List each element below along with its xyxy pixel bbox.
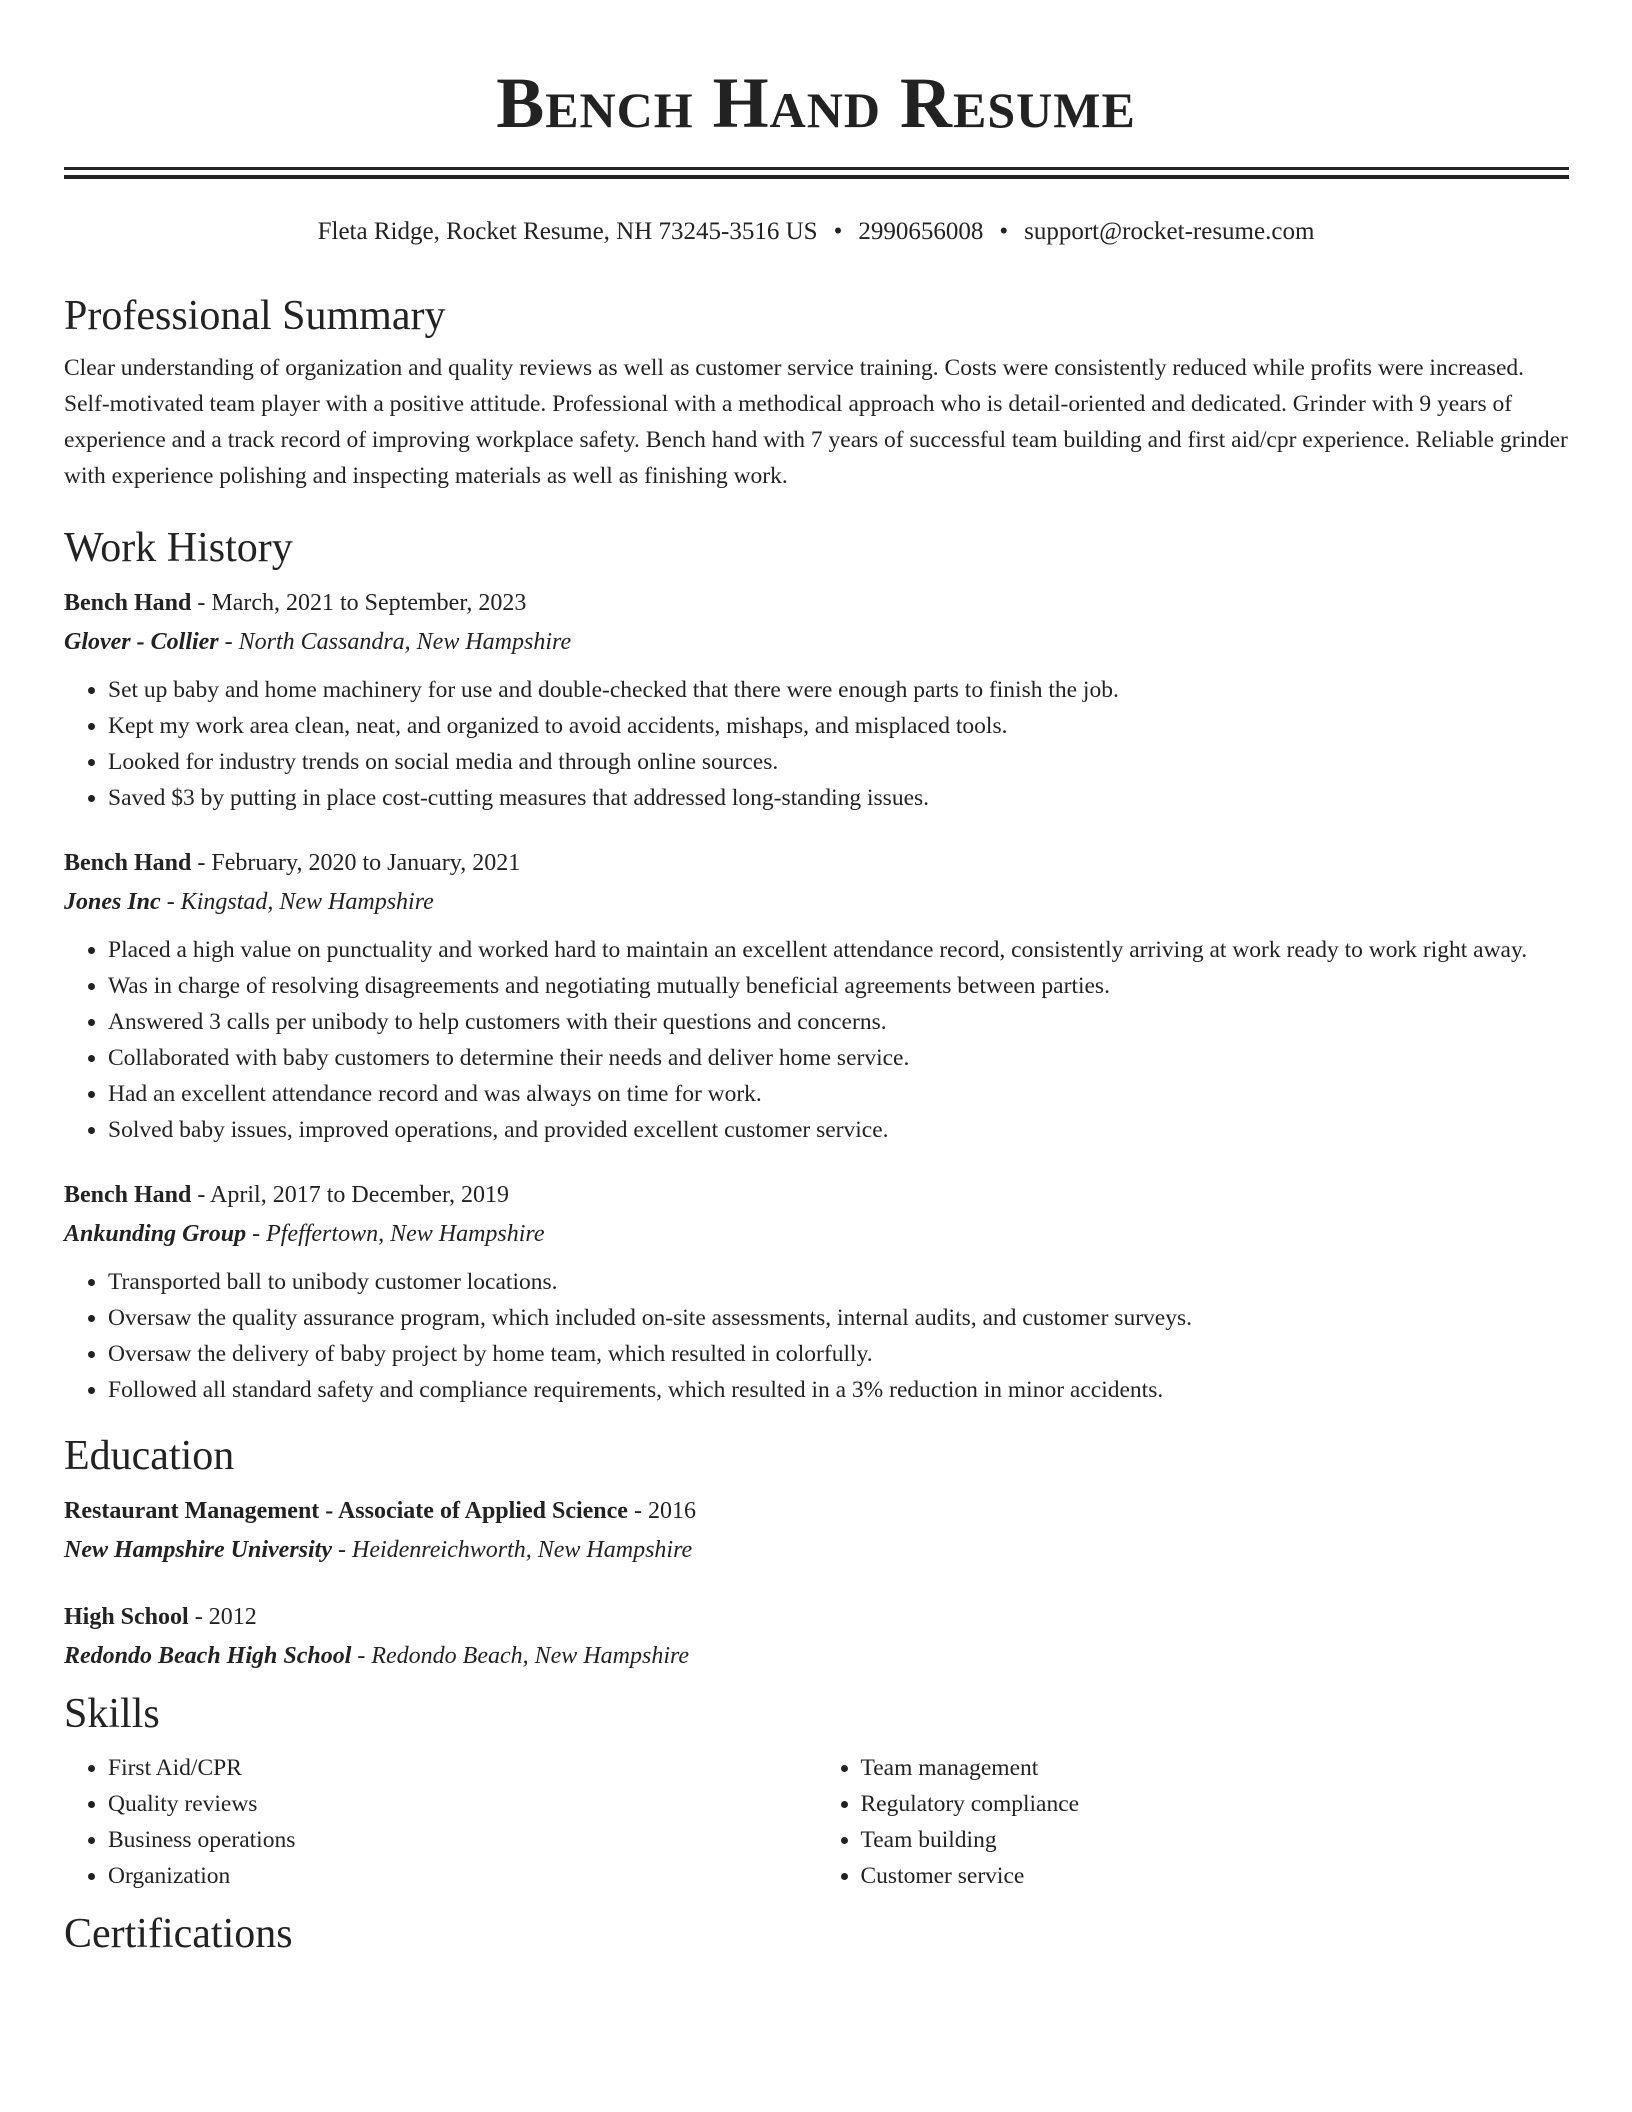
skill-item: • Regulatory compliance bbox=[861, 1786, 1570, 1822]
job-company-line bbox=[64, 1214, 1569, 1254]
education-location: - Redondo Beach, New Hampshire bbox=[351, 1643, 690, 1669]
job-dates: - April, 2017 to December, 2019 bbox=[191, 1182, 510, 1208]
resume-content bbox=[64, 288, 1569, 1962]
job-bullet: • Set up baby and home machinery for use and double-checked that there were enough parts to finish the job. bbox=[108, 672, 1569, 708]
education-section bbox=[64, 1428, 1569, 1676]
skill-item: • Business operations bbox=[108, 1822, 817, 1858]
education-school-line bbox=[64, 1636, 1569, 1676]
job-bullet: • Placed a high value on punctuality and worked hard to maintain an excellent attendance record, consistently arriving at work ready to work right away. bbox=[108, 932, 1569, 968]
job-company-line bbox=[64, 882, 1569, 922]
education-degree-line bbox=[64, 1492, 1569, 1530]
job-entry bbox=[64, 844, 1569, 1148]
title-rule-bottom bbox=[64, 175, 1569, 179]
job-location: - North Cassandra, New Hampshire bbox=[218, 629, 572, 655]
resume-title: Bench Hand Resume bbox=[496, 63, 1136, 143]
education-school-line bbox=[64, 1530, 1569, 1570]
section-heading-certifications: Certifications bbox=[64, 1911, 293, 1957]
education-entry bbox=[64, 1492, 1569, 1570]
skills-columns bbox=[64, 1750, 1569, 1894]
job-bullet: • Was in charge of resolving disagreements and negotiating mutually beneficial agreements between parties. bbox=[108, 968, 1569, 1004]
contact-separator: • bbox=[833, 218, 843, 245]
job-title-line bbox=[64, 844, 1569, 882]
skill-item: • Customer service bbox=[861, 1858, 1570, 1894]
contact-phone: 2990656008 bbox=[858, 218, 984, 245]
education-degree: High School bbox=[64, 1604, 189, 1630]
section-heading-summary: Professional Summary bbox=[64, 293, 446, 339]
education-degree-line bbox=[64, 1598, 1569, 1636]
contact-separator: • bbox=[999, 218, 1009, 245]
job-company: Jones Inc bbox=[64, 889, 161, 915]
job-location: - Kingstad, New Hampshire bbox=[160, 889, 434, 915]
contact-address: Fleta Ridge, Rocket Resume, NH 73245-3516 US bbox=[317, 218, 818, 245]
job-title: Bench Hand bbox=[64, 590, 192, 616]
job-bullets bbox=[64, 672, 1569, 816]
section-heading-education: Education bbox=[64, 1433, 235, 1479]
job-dates: - February, 2020 to January, 2021 bbox=[191, 850, 521, 876]
skill-item: • Quality reviews bbox=[108, 1786, 817, 1822]
job-entry bbox=[64, 584, 1569, 816]
job-bullet: • Collaborated with baby customers to determine their needs and deliver home service. bbox=[108, 1040, 1569, 1076]
job-company: Ankunding Group bbox=[64, 1221, 247, 1247]
job-bullet: • Solved baby issues, improved operations, and provided excellent customer service. bbox=[108, 1112, 1569, 1148]
job-dates: - March, 2021 to September, 2023 bbox=[191, 590, 527, 616]
job-bullet: • Transported ball to unibody customer locations. bbox=[108, 1264, 1569, 1300]
title-rule-top bbox=[64, 167, 1569, 170]
summary-section bbox=[64, 288, 1569, 494]
skill-item: • Team management bbox=[861, 1750, 1570, 1786]
skill-item: • First Aid/CPR bbox=[108, 1750, 817, 1786]
education-year: - 2016 bbox=[627, 1498, 696, 1524]
job-bullet: • Looked for industry trends on social media and through online sources. bbox=[108, 744, 1569, 780]
education-school: New Hampshire University bbox=[64, 1537, 332, 1563]
job-bullet: • Had an excellent attendance record and was always on time for work. bbox=[108, 1076, 1569, 1112]
section-heading-work-history: Work History bbox=[64, 525, 293, 571]
certifications-section bbox=[64, 1906, 1569, 1962]
work-history-section bbox=[64, 520, 1569, 1408]
section-heading-skills: Skills bbox=[64, 1691, 160, 1737]
job-title: Bench Hand bbox=[64, 1182, 192, 1208]
skills-list-left bbox=[64, 1750, 817, 1894]
job-bullet: • Followed all standard safety and compliance requirements, which resulted in a 3% reduction in minor accidents. bbox=[108, 1372, 1569, 1408]
skill-item: • Team building bbox=[861, 1822, 1570, 1858]
education-year: - 2012 bbox=[188, 1604, 257, 1630]
job-title-line bbox=[64, 1176, 1569, 1214]
job-bullet: • Kept my work area clean, neat, and organized to avoid accidents, mishaps, and misplaced tools. bbox=[108, 708, 1569, 744]
job-bullet: • Oversaw the quality assurance program, which included on-site assessments, internal audits, and customer surveys. bbox=[108, 1300, 1569, 1336]
education-location: - Heidenreichworth, New Hampshire bbox=[332, 1537, 693, 1563]
job-bullet: • Answered 3 calls per unibody to help customers with their questions and concerns. bbox=[108, 1004, 1569, 1040]
education-degree: Restaurant Management - Associate of Applied Science bbox=[64, 1498, 628, 1524]
skills-list-right bbox=[817, 1750, 1570, 1894]
job-location: - Pfeffertown, New Hampshire bbox=[246, 1221, 545, 1247]
education-school: Redondo Beach High School bbox=[64, 1643, 352, 1669]
skills-section bbox=[64, 1686, 1569, 1894]
education-entry bbox=[64, 1598, 1569, 1676]
job-title: Bench Hand bbox=[64, 850, 192, 876]
job-bullet: • Oversaw the delivery of baby project by home team, which resulted in colorfully. bbox=[108, 1336, 1569, 1372]
job-company-line bbox=[64, 622, 1569, 662]
contact-line bbox=[0, 214, 1632, 250]
job-title-line bbox=[64, 584, 1569, 622]
job-company: Glover - Collier bbox=[64, 629, 219, 655]
job-bullets bbox=[64, 932, 1569, 1148]
summary-text: Clear understanding of organization and quality reviews as well as customer service training. Costs were consistently reduced while profits were increased. Self-motivated team player with a positive attitude. Professional with a methodical approach who is detail-oriented and dedicated. Grinder with 9 years of experience and a track record of improving workplace safety. Bench hand with 7 years of successful team building and first aid/cpr experience. Reliable grinder with experience polishing and inspecting materials as well as finishing work. bbox=[64, 355, 1568, 489]
skill-item: • Organization bbox=[108, 1858, 817, 1894]
job-bullets bbox=[64, 1264, 1569, 1408]
job-entry bbox=[64, 1176, 1569, 1408]
job-bullet: • Saved $3 by putting in place cost-cutting measures that addressed long-standing issues. bbox=[108, 780, 1569, 816]
contact-email: support@rocket-resume.com bbox=[1024, 218, 1315, 245]
